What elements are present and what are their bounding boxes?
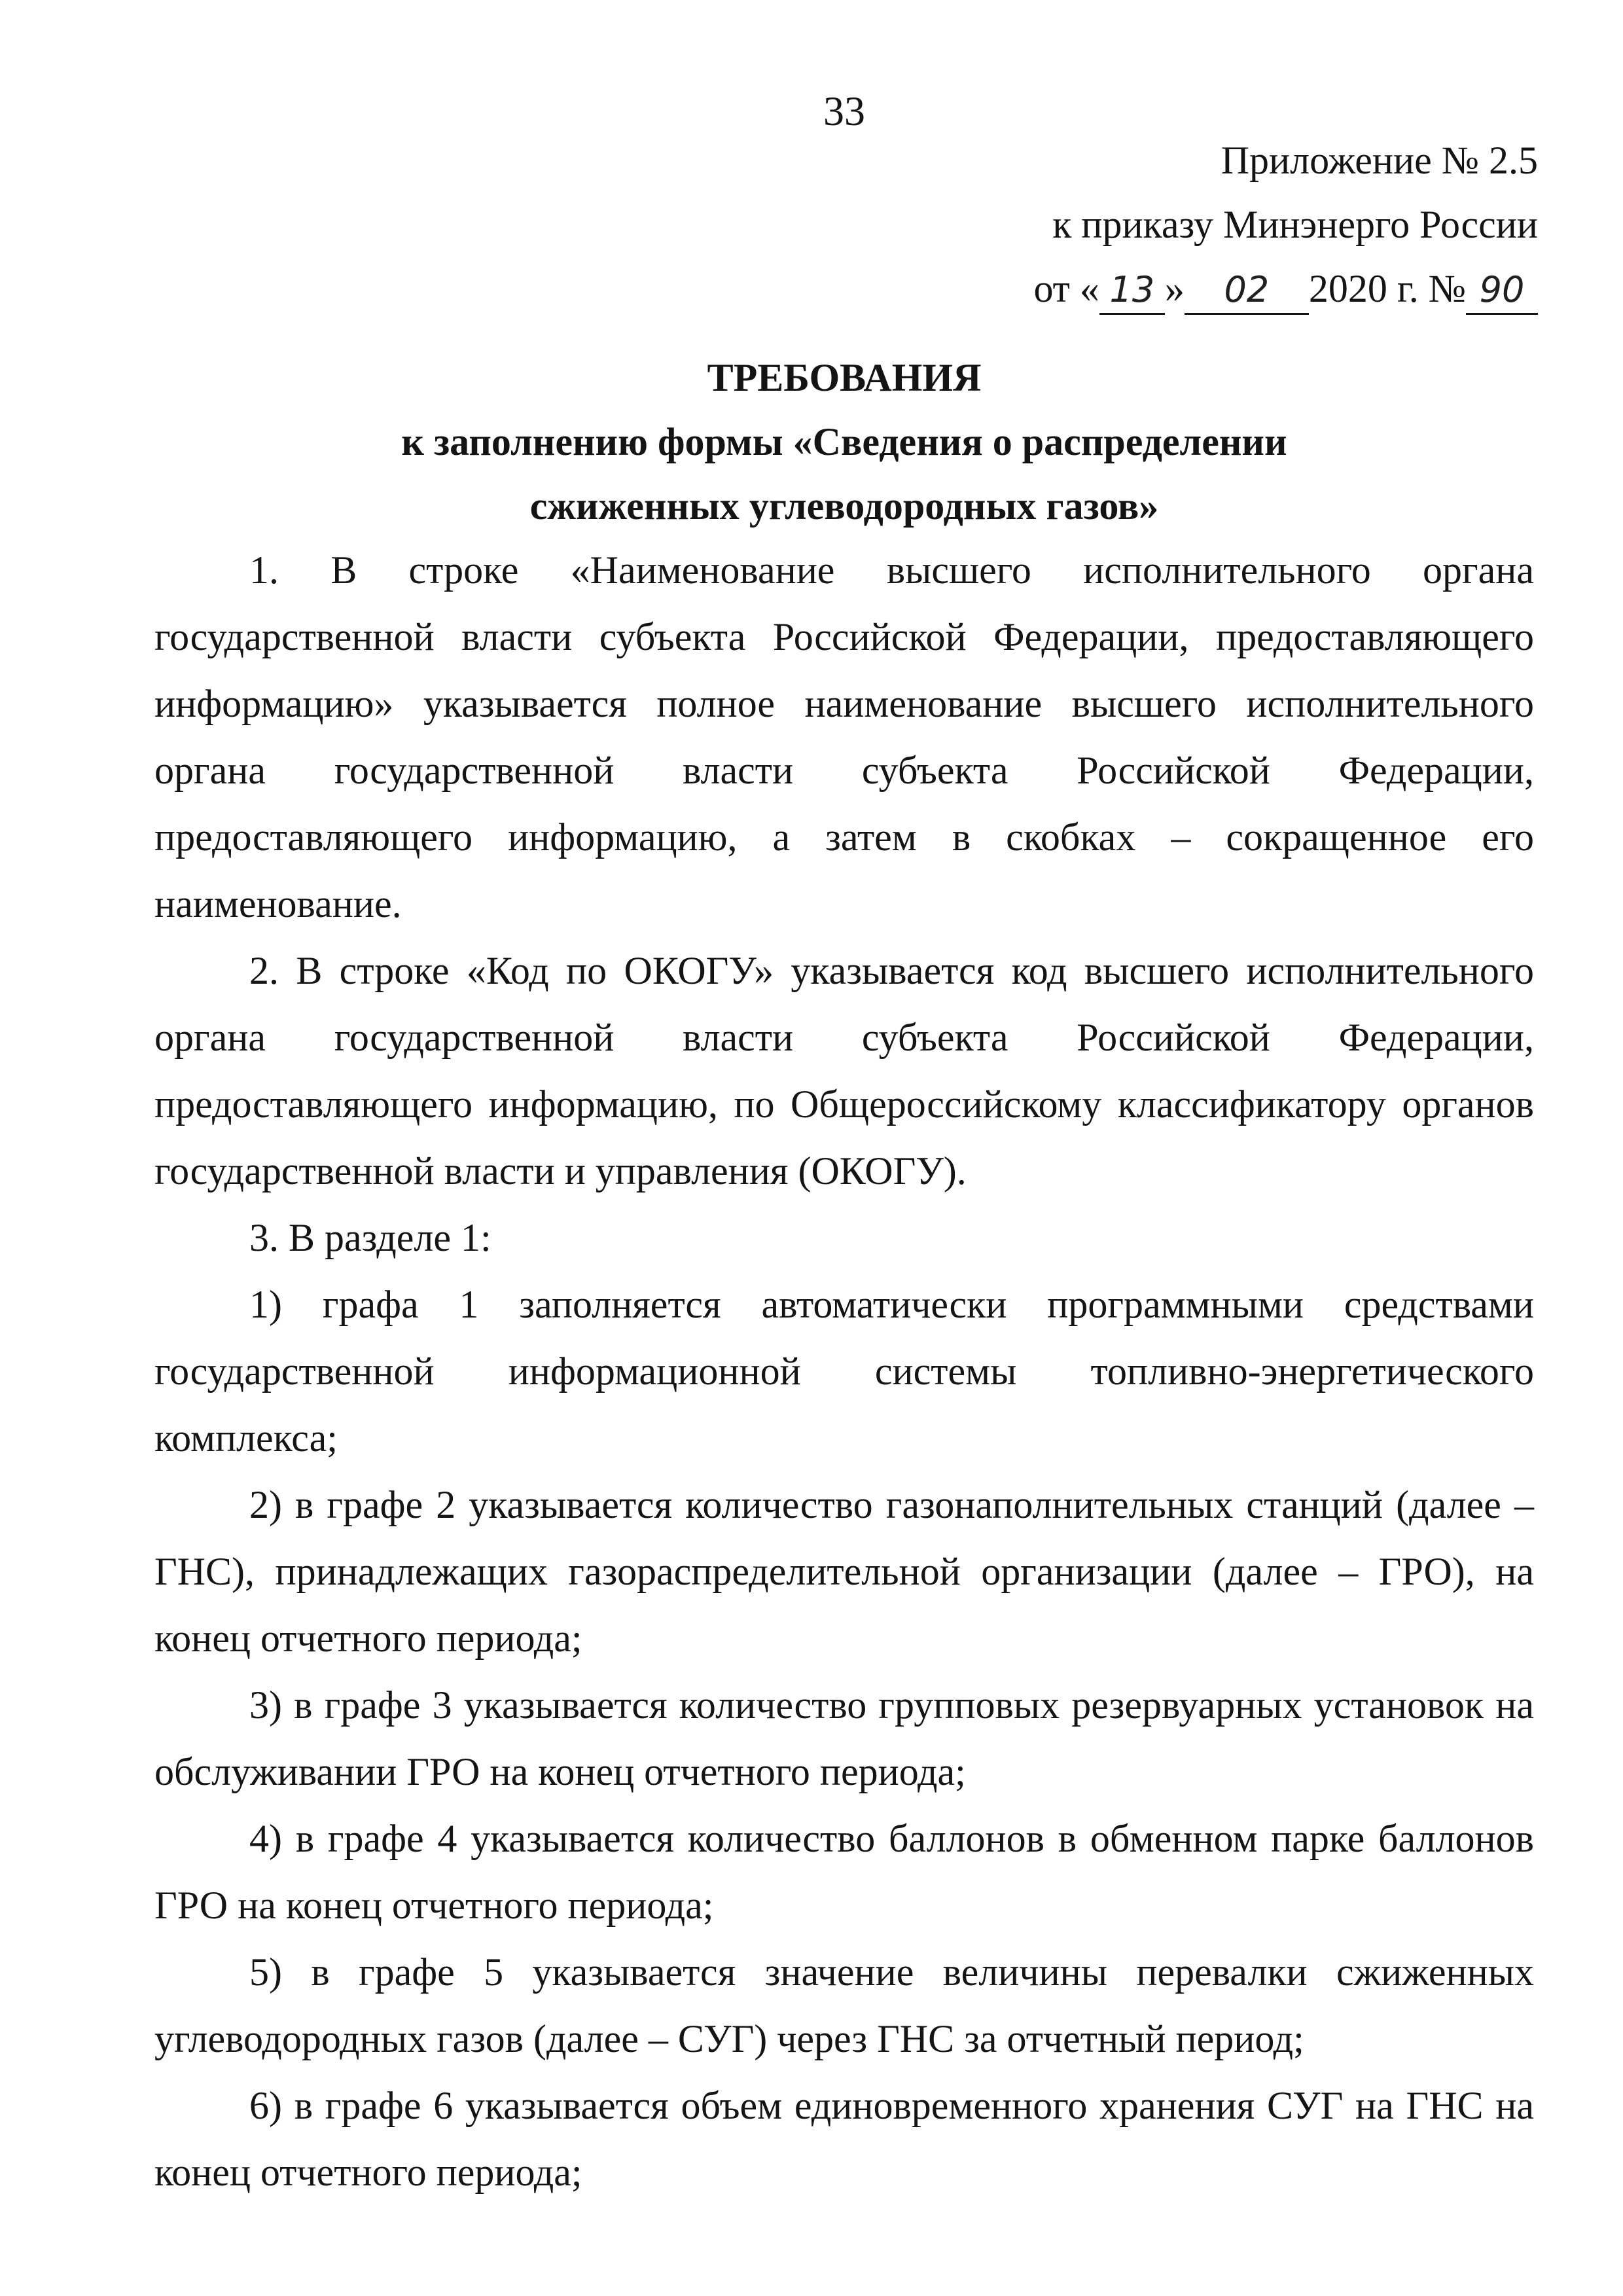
date-prefix: от «: [1033, 267, 1099, 310]
handwritten-order-number: 90: [1466, 267, 1538, 315]
appendix-date-line: [883, 257, 1538, 321]
date-quote-close: »: [1164, 267, 1185, 310]
paragraph-2: 2. В строке «Код по ОКОГУ» указывается код высшего исполнительного органа государственной власти субъекта Российской Федерации, предоставляющего информацию, по Общероссийскому классификатору органов государственной власти и управления (ОКОГУ).: [154, 949, 1534, 1193]
list-item-1: 1) графа 1 заполняется автоматически программными средствами государственной информационной системы топливно-энергетического комплекса;: [154, 1283, 1534, 1460]
document-body: [154, 537, 1534, 2206]
handwritten-month: 02: [1185, 267, 1309, 315]
page-number: 33: [823, 88, 865, 134]
document-subtitle-line-2: сжиженных углеводородных газов»: [529, 484, 1159, 528]
list-item-3: 3) в графе 3 указывается количество групповых резервуарных установок на обслуживании ГРО на конец отчетного периода;: [154, 1683, 1534, 1793]
appendix-order-ref: к приказу Минэнерго России: [1052, 203, 1538, 246]
document-title-block: [0, 346, 1623, 538]
list-item-4: 4) в графе 4 указывается количество баллонов в обменном парке баллонов ГРО на конец отчетного периода;: [154, 1817, 1534, 1927]
list-item-5: 5) в графе 5 указывается значение величины перевалки сжиженных углеводородных газов (далее – СУГ) через ГНС за отчетный период;: [154, 1950, 1534, 2060]
date-year-text: 2020 г. №: [1308, 267, 1466, 310]
appendix-header: [883, 128, 1538, 321]
document-subtitle-line-1: к заполнению формы «Сведения о распределении: [401, 420, 1287, 463]
list-item-2: 2) в графе 2 указывается количество газонаполнительных станций (далее – ГНС), принадлежащих газораспределительной организации (далее – ГРО), на конец отчетного периода;: [154, 1483, 1534, 1660]
paragraph-1: 1. В строке «Наименование высшего исполнительного органа государственной власти субъекта Российской Федерации, предоставляющего информацию» указывается полное наименование высшего исполнительного органа государственной власти субъекта Российской Федерации, предоставляющего информацию, а затем в скобках – сокращенное его наименование.: [154, 548, 1534, 925]
handwritten-day: 13: [1099, 267, 1165, 315]
document-heading: ТРЕБОВАНИЯ: [707, 356, 982, 399]
paragraph-3: 3. В разделе 1:: [249, 1216, 491, 1259]
appendix-title: Приложение № 2.5: [1221, 139, 1538, 182]
list-item-6: 6) в графе 6 указывается объем единовременного хранения СУГ на ГНС на конец отчетного периода;: [154, 2084, 1534, 2194]
